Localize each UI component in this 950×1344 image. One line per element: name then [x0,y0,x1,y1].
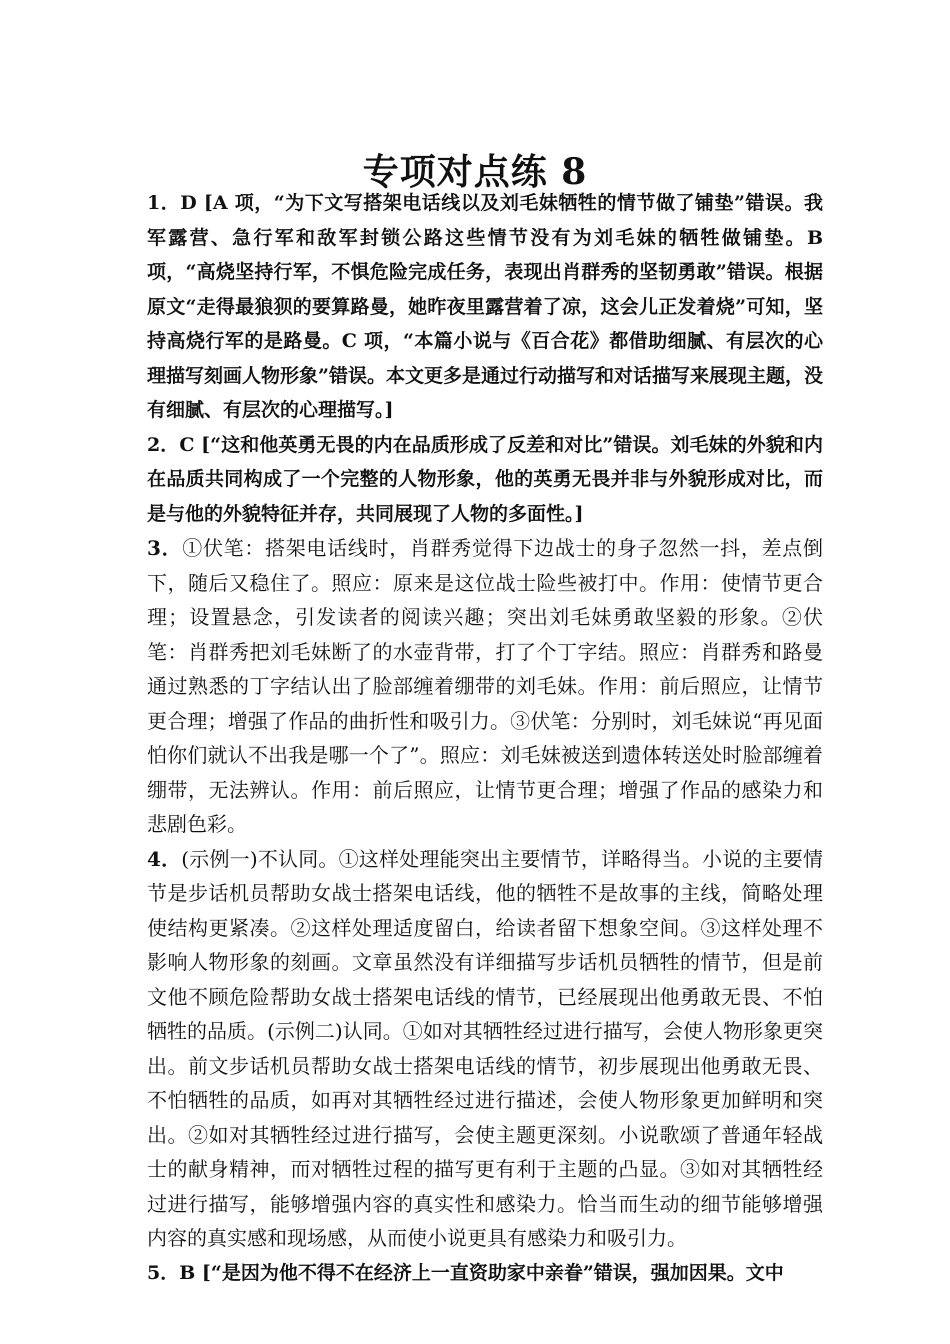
answer-text: [“这和他英勇无畏的内在品质形成了反差和对比”错误。刘毛妹的外貌和内在品质共同构成了一个完整的人物形象，他的英勇无畏并非与外貌形成对比，而是与他的外貌特征并存，共同展现了人物的多面性。] [147,433,823,525]
answer-text: [A 项，“为下文写搭架电话线以及刘毛妹牺牲的情节做了铺垫”错误。我军露营、急行军和敌军封锁公路这些情节没有为刘毛妹的牺牲做铺垫。B 项，“高烧坚持行军，不惧危险完成任务，表现出肖群秀的坚韧勇敢”错误。根据原文“走得最狼狈的要算路曼，她昨夜里露营着了凉，这会儿正发着烧”可知，坚持高烧行军的是路曼。C 项，“本篇小说与《百合花》都借助细腻、有层次的心理描写刻画人物形象”错误。本文更多是通过行动描写和对话描写来展现主题，没有细腻、有层次的心理描写。] [147,192,823,421]
answer-text: [“是因为他不得不在经济上一直资助家中亲眷”错误，强加因果。文中 [195,1261,784,1284]
answer-number: 1．D [147,192,197,214]
answer-number: 3． [147,536,183,560]
answer-text: (示例一)不认同。①这样处理能突出主要情节，详略得当。小说的主要情节是步话机员帮助女战士搭架电话线，他的牺牲不是故事的主线，简略处理使结构更紧凑。②这样处理适度留白，给读者留下想象空间。③这样处理不影响人物形象的刻画。文章虽然没有详细描写步话机员牺牲的情节，但是前文他不顾危险帮助女战士搭架电话线的情节，已经展现出他勇敢无畏、不怕牺牲的品质。(示例二)认同。①如对其牺牲经过进行描写，会使人物形象更突出。前文步话机员帮助女战士搭架电话线的情节，初步展现出他勇敢无畏、不怕牺牲的品质，如再对其牺牲经过进行描述，会使人物形象更加鲜明和突出。②如对其牺牲经过进行描写，会使主题更深刻。小说歌颂了普通年轻战士的献身精神，而对牺牲过程的描写更有利于主题的凸显。③如对其牺牲经过进行描写，能够增强内容的真实性和感染力。恰当而生动的细节能够增强内容的真实感和现场感，从而使小说更具有感染力和吸引力。 [147,846,823,1250]
answer-item-2 [147,428,823,532]
answer-list [147,186,823,1290]
page-title: 专项对点练 8 [362,151,588,194]
answer-number: 2．C [147,433,195,456]
answer-item-4 [147,842,823,1256]
answer-item-5 [147,1256,823,1291]
answer-number: 5．B [147,1261,196,1284]
answer-item-3 [147,531,823,842]
answer-item-1 [147,186,823,428]
answer-text: ①伏笔：搭架电话线时，肖群秀觉得下边战士的身子忽然一抖，差点倒下，随后又稳住了。照应：原来是这位战士险些被打中。作用：使情节更合理；设置悬念，引发读者的阅读兴趣；突出刘毛妹勇敢坚毅的形象。②伏笔：肖群秀把刘毛妹断了的水壶背带，打了个丁字结。照应：肖群秀和路曼通过熟悉的丁字结认出了脸部缠着绷带的刘毛妹。作用：前后照应，让情节更合理；增强了作品的曲折性和吸引力。③伏笔：分别时，刘毛妹说“再见面怕你们就认不出我是哪一个了”。照应：刘毛妹被送到遗体转送处时脸部缠着绷带，无法辨认。作用：前后照应，让情节更合理；增强了作品的感染力和悲剧色彩。 [147,536,823,836]
answer-number: 4． [147,846,182,871]
